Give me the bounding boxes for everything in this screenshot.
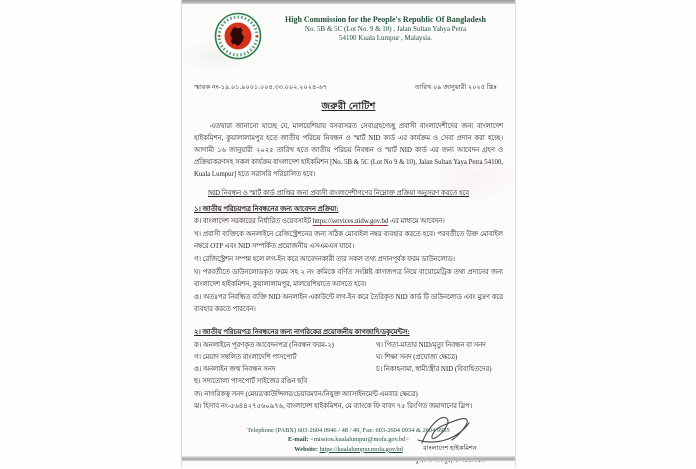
doc-item-citizenship-cert: জ। নাগরিকত্ব সনদ (মেয়র/কাউন্সিলর/চেয়ারম্যান/নিযুক্ত অ্যাসাইনমেন্ট এমবার ক্ষেত্রে) — [194, 390, 418, 398]
footer-email-value: <mission.kualalumpur@mofa.gov.bd> — [310, 436, 409, 444]
doc-item-parents-nid: খ। পিতা-মাতার NID/মৃত্যু নিবন্ধন বা সনদ — [376, 341, 486, 349]
nidw-website-link: https://services.nidw.gov.bd — [312, 218, 389, 226]
org-address-line1: No. 5B & 5C (Lot No. 9 & 10) , Jalan Sultan Yahya Petra — [304, 25, 467, 33]
doc-item-education-cert: ঘ। শিক্ষা সনদ (প্রযোজ্য ক্ষেত্রে) — [376, 353, 458, 361]
intro-paragraph: এতদ্বারা জানানো যাচ্ছে যে, মালয়েশিয়ায় বসবাসরত সেবাগ্রহণেচ্ছু প্রবাসী বাংলাদেশীদের জন্য বাংলাদেশ হাইকমিশন, কুয়ালালামপুর হতে জাতীয় পরিচয় নিবন্ধন ও স্মার্ট NID কার্ড এর কার্যক্রম ও সেবা প্রদান করা হচ্ছে। আগামী ১৬ জানুয়ারী ২০২৫ তারিখ হতে জাতীয় পরিচয় নিবন্ধন ও স্মার্ট NID কার্ড এর জন্য আবেদন গ্রহণ ও প্রক্রিয়াকরণসহ সকল কার্যক্রম বাংলাদেশ হাইকমিশন [No. 5B & 5C (Lot No 9 & 10), Jalan Sultan Yaya Petra 54100, Kuala Lumpur] হতে সরাসরি পরিচালিত হবে। — [194, 123, 503, 178]
doc-item-birth-cert: ঙ। অনলাইন জন্ম নিবন্ধন সনদ — [194, 366, 276, 374]
section1-heading: ১। জাতীয় পরিচয়পত্র নিবন্ধনের জন্য আবেদন প্রক্রিয়া: — [194, 206, 339, 214]
section2-heading: ২। জাতীয় পরিচয়পত্র নিবন্ধনের জন্য নাগরিকের প্রয়োজনীয় কাগজাদি/ডকুমেন্টস: — [194, 328, 410, 336]
letterhead — [194, 10, 503, 65]
footer-website-line — [182, 445, 515, 454]
item-a-prefix: ক। বাংলাদেশ সরকারের নির্ধারিত ওয়েবসাইট — [194, 218, 313, 226]
footer-email-line — [182, 435, 515, 444]
list-item-login-download: গ। রেজিস্ট্রেশন সম্পন্ন হলে লগ-ইন করে আবেদনকারী তার সকল তথ্য প্রদানপূর্বক ফরম ডাউনলোড। — [194, 256, 455, 264]
scanned-notice-page — [181, 0, 516, 467]
list-item-registration-website — [194, 216, 503, 228]
org-name: High Commission for the People's Republic Of Bangladesh — [285, 15, 486, 24]
doc-item-photo: ছ। সদ্যতোলা পাসপোর্ট সাইজের রঙিন ছবি — [194, 378, 308, 386]
scan-edge-bottom — [182, 456, 515, 461]
documents-grid — [194, 340, 503, 377]
footer-website-label: Website: — [294, 445, 318, 453]
doc-item-application-form: ক। অনলাইনে পূরণকৃত আবেদনপত্র (নিবন্ধন ফরম-২) — [194, 341, 334, 349]
memo-date: তারিখ ০৯ জানুয়ারী ২০২৫ খ্রিঃ — [414, 84, 497, 91]
footer-website-value: https://kualalumpur.mofa.gov.bd — [319, 445, 403, 453]
org-address-line2: 54100 Kuala Lumpur , Malaysia. — [339, 34, 432, 43]
list-item-mobile-otp: খ। প্রবাসী ব্যক্তিকে অনলাইনে রেজিস্ট্রেশনের জন্য সঠিক মোবাইল নম্বর ব্যবহার করতে হবে। পরবর্তীতে উক্ত মোবাইল নম্বরে OTP এবং NID সম্পর্কিত প্রয়োজনীয় এসএমএস যাবে। — [194, 231, 503, 251]
footer-email-label: E-mail: — [288, 436, 309, 444]
bangladesh-seal-icon — [214, 12, 262, 65]
memo-number: স্মারক নং-১৯.০১.৯০০১.০০৪.৩৩.০০২.২০২৪-৬৭ — [194, 84, 328, 91]
notice-title: জরুরী নোটিশ — [321, 102, 376, 112]
footer-contact — [182, 426, 515, 454]
letterhead-text — [262, 15, 503, 43]
process-note: NID নিবন্ধন ও স্মার্ট কার্ড প্রাপ্তির জন্য প্রবাসী বাংলাদেশীগণের নিম্নোক্ত প্রক্রিয়া অনুসরণ করতে হবে — [208, 190, 470, 198]
doc-item-passport: গ। মেয়াদ সম্বলিত বাংলাদেশি পাসপোর্ট — [194, 353, 297, 361]
list-item-download-print: ঙ। অতঃপর নিবন্ধিত ব্যক্তি NID অনলাইন একাউন্টে লগ-ইন করে তৈরিকৃত NID কার্ড টি ডাউনলোড এবং মুদ্রণ করে ব্যবহার করতে পারবেন। — [194, 293, 503, 313]
memo-row — [194, 81, 503, 93]
item-a-suffix: এর মাধ্যমে আবেদন। — [388, 218, 445, 226]
signatory-org: বাংলাদেশ হাইকমিশন — [423, 444, 477, 452]
footer-telephone: Telephone (PABX) 603-2604 0946 / 48 / 49, Fax: 603-2604 0934 & 2604 0935 — [247, 427, 450, 435]
list-item-biometric-visit: ঘ। পরবর্তীতে ডাউনলোডকৃত ফরম সহ ২ নং ক্রমিকে বর্ণিত সংশ্লিষ্ট কাগজপত্র নিয়ে বায়োমেট্রিক তথ্য প্রদানের জন্য বাংলাদেশ হাইকমিশন, কুয়ালালামপুর, মালয়েশিয়াতে আসতে হবে। — [194, 269, 503, 288]
doc-item-marriage-nid: চ। নিকাহনামা, স্বামী/স্ত্রীর NID (বিবাহিতদের) — [376, 366, 492, 374]
doc-item-fee-slip: ঝ। হিসাব নং-৫৬৪৪২৭৫৬০৯৭৬, বাংলাদেশ হাইকমিশন, মে ব্যাংকে ফি বাবদ ৭৫ রিংগিত জমাদানের স্লিপ। — [194, 402, 473, 410]
